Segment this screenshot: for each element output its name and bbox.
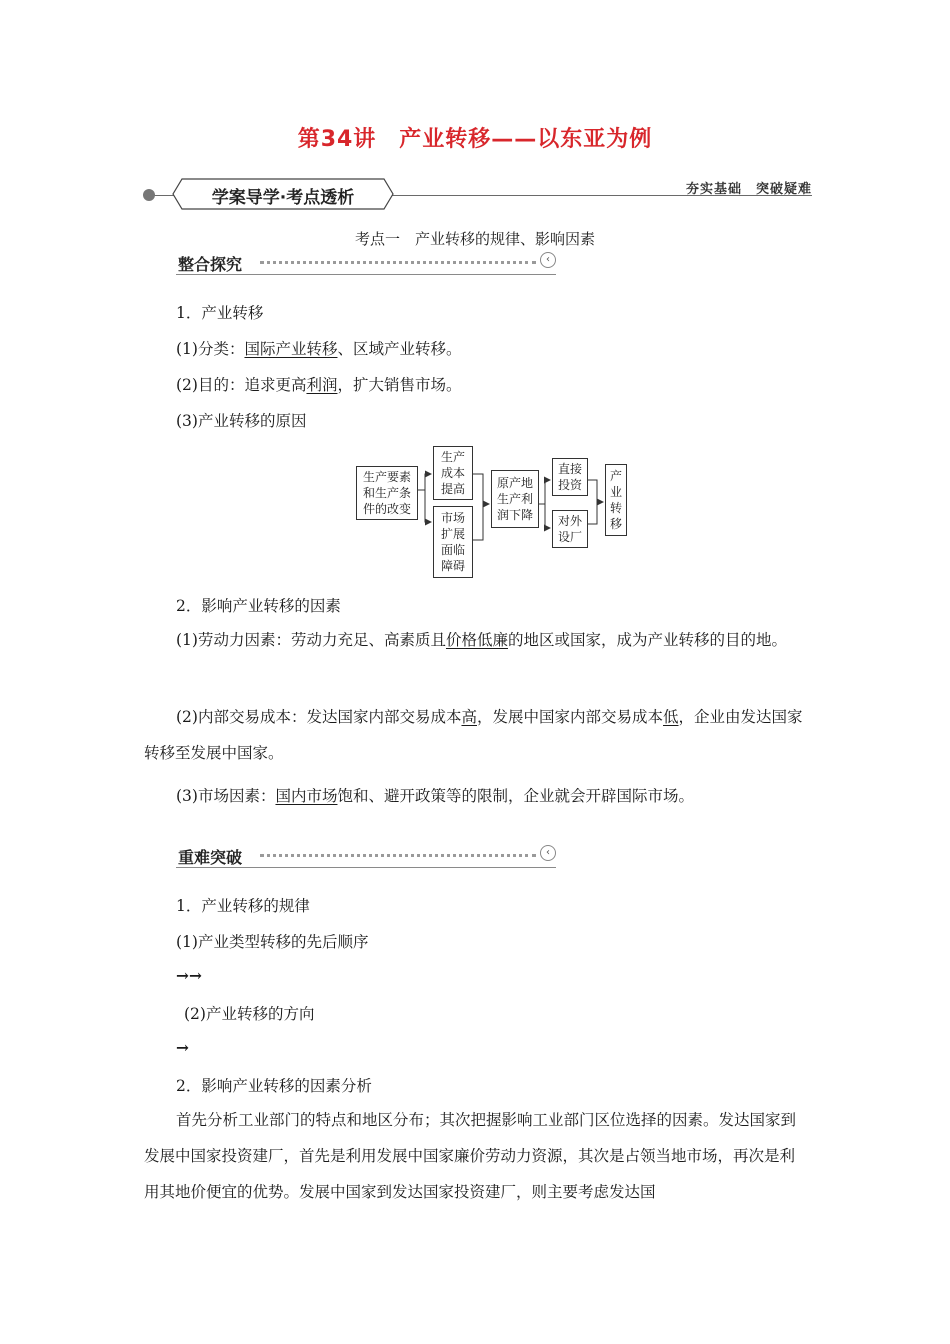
chevron-left-icon: ‹: [540, 845, 556, 861]
flow-box-label: 市场扩展面临障碍: [440, 511, 465, 573]
rule-sub-2-arrows: →: [176, 1038, 189, 1057]
item-1-heading: 1．产业转移: [176, 304, 264, 322]
underlined-answer: 低: [663, 708, 679, 726]
section-underline: [176, 867, 556, 868]
page-title: 第34讲 产业转移——以东亚为例: [297, 127, 653, 152]
flow-box-label: 原产地生产利润下降: [496, 476, 533, 522]
text-span: (2)目的：追求更高: [176, 376, 307, 394]
item-1-sub-1: [176, 337, 462, 359]
banner-dot-icon: [143, 189, 155, 201]
kaodian-heading: 考点一 产业转移的规律、影响因素: [354, 230, 595, 248]
underlined-answer: 国内市场: [275, 787, 338, 805]
text-span: (2)内部交易成本：发达国家内部交易成本: [176, 708, 462, 726]
flow-box-factors-change: [356, 466, 418, 520]
rule-sub-1-arrows: →→: [176, 966, 202, 985]
item-2-heading: 2．影响产业转移的因素: [176, 597, 341, 615]
item-1-sub-2: [176, 373, 462, 395]
underlined-answer: 国际产业转移: [244, 340, 338, 358]
rule-sub-2: (2)产业转移的方向: [184, 1005, 315, 1023]
flow-box-industry-transfer: [605, 464, 627, 536]
text-span: 饱和、避开政策等的限制，企业就会开辟国际市场。: [337, 787, 694, 805]
underlined-answer: 高: [461, 708, 477, 726]
cause-flowchart: [355, 444, 631, 578]
text-span: (1)劳动力因素：劳动力充足、高素质且: [176, 631, 446, 649]
analysis-heading: 2．影响产业转移的因素分析: [176, 1077, 372, 1095]
text-span: 的地区或国家，成为产业转移的目的地。: [507, 631, 787, 649]
text-span: (3)市场因素：: [176, 787, 276, 805]
factor-market-line: [176, 784, 694, 806]
flow-box-profit-drop: [491, 470, 539, 528]
item-1-sub-3: (3)产业转移的原因: [176, 412, 307, 430]
flow-box-cost-rise: [433, 446, 473, 500]
section-header-zhongnan: [176, 843, 556, 869]
section-title: 重难突破: [178, 848, 243, 867]
rule-heading: 1．产业转移的规律: [176, 897, 310, 915]
flow-box-label: 直接投资: [557, 462, 582, 492]
banner-right-label: 夯实基础 突破疑难: [685, 182, 812, 197]
flow-box-label: 生产要素和生产条件的改变: [362, 470, 411, 516]
flow-box-label: 对外设厂: [557, 514, 582, 544]
text-span: (1)分类：: [176, 340, 245, 358]
text-span: 、区域产业转移。: [337, 340, 462, 358]
flow-box-market-obstacle: [433, 506, 473, 578]
flow-box-label: 生产成本提高: [440, 450, 465, 496]
factor-labor-paragraph: [144, 622, 808, 658]
text-span: ，扩大销售市场。: [337, 376, 462, 394]
section-dots: [260, 261, 536, 264]
section-header-zhenghe: [176, 250, 556, 276]
flow-box-overseas-factory: [552, 510, 588, 548]
flow-box-label: 产业转移: [609, 469, 622, 531]
analysis-paragraph: 首先分析工业部门的特点和地区分布；其次把握影响工业部门区位选择的因素。发达国家到发展中国家投资建厂，首先是利用发展中国家廉价劳动力资源，其次是占领当地市场，再次是利用其地价便宜的优势。发展中国家到发达国家投资建厂，则主要考虑发达国: [144, 1111, 797, 1201]
banner-tag-label: 学案导学·考点透析: [211, 188, 355, 208]
text-span: ，发展中国家内部交易成本: [476, 708, 663, 726]
underlined-answer: 价格低廉: [445, 631, 508, 649]
section-title: 整合探究: [178, 255, 243, 274]
text-span: ，企业由发达国家转移至发展中国家。: [144, 708, 803, 762]
factor-transaction-cost-paragraph: [144, 699, 808, 771]
section-underline: [176, 274, 556, 275]
section-dots: [260, 854, 536, 857]
underlined-answer: 利润: [306, 376, 338, 394]
flow-box-direct-investment: [552, 458, 588, 496]
chevron-left-icon: ‹: [540, 252, 556, 268]
rule-sub-1: (1)产业类型转移的先后顺序: [176, 933, 369, 951]
